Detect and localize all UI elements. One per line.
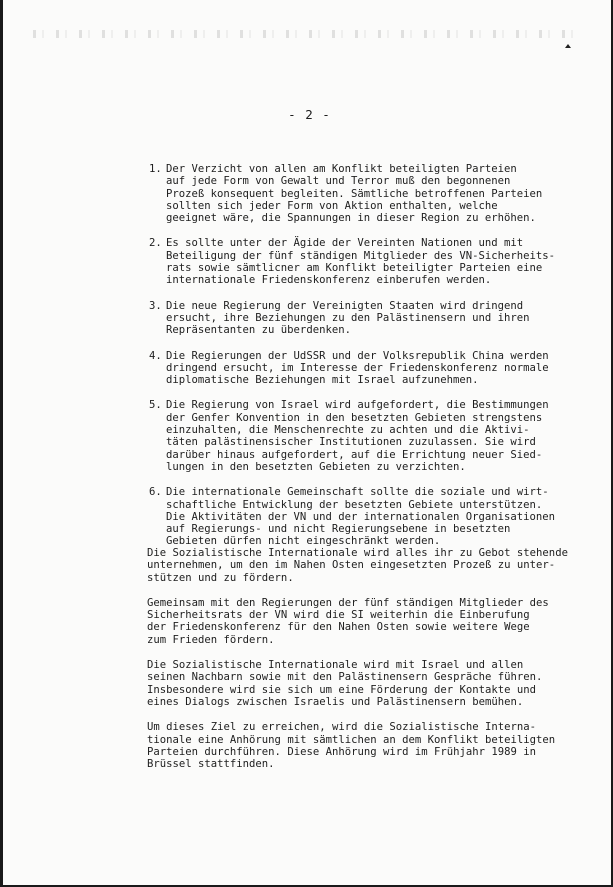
- item-line: Gebieten dürfen nicht eingeschränkt werden.: [166, 535, 441, 548]
- item-line: Die Regierung von Israel wird aufgefordert, die Bestimmungen: [166, 399, 549, 412]
- item-line: Die Aktivitäten der VN und der internationalen Organisationen: [166, 510, 556, 523]
- item-line: einzuhalten, die Menschenrechte zu achten und die Aktivi-: [166, 424, 530, 437]
- item-line: rats sowie sämtlicner am Konflikt beteiligter Parteien eine: [166, 262, 543, 275]
- item-line: internationale Friedenskonferenz einberufen werden.: [166, 274, 492, 287]
- item-line: dringend ersucht, im Interesse der Friedenskonferenz normale: [166, 361, 549, 374]
- item-line: Die Regierungen der UdSSR und der Volksrepublik China werden: [166, 349, 549, 362]
- numbered-item: [149, 237, 556, 287]
- paragraph-line: zum Frieden fördern.: [147, 633, 275, 646]
- item-number: 3.: [149, 299, 162, 312]
- item-line: Prozeß konsequent begleiten. Sämtliche betroffenen Parteien: [166, 187, 543, 200]
- paragraph-line: eines Dialogs zwischen Israelis und Palästinensern bemühen.: [147, 695, 524, 708]
- body-paragraph: [147, 597, 547, 646]
- paragraph-line: Die Sozialistische Internationale wird alles ihr zu Gebot stehende: [147, 547, 568, 559]
- numbered-item: [149, 486, 556, 548]
- item-line: Die neue Regierung der Vereinigten Staaten wird dringend: [166, 299, 524, 312]
- document-body: [149, 163, 556, 561]
- document-paragraphs: [147, 547, 568, 783]
- body-paragraph: [147, 547, 568, 584]
- corner-mark-icon: [565, 44, 571, 48]
- paragraph-line: Brüssel stattfinden.: [147, 758, 275, 771]
- paragraph-line: seinen Nachbarn sowie mit den Palästinensern Gespräche führen.: [147, 671, 543, 684]
- paragraph-line: tionale eine Anhörung mit sämtlichen an dem Konflikt beteiligten: [147, 733, 556, 746]
- scan-header-noise: [33, 30, 573, 38]
- item-line: Es sollte unter der Ägide der Vereinten Nationen und mit: [166, 237, 524, 250]
- item-line: diplomatische Beziehungen mit Israel aufzunehmen.: [166, 374, 479, 387]
- item-number: 4.: [149, 349, 162, 362]
- item-number: 5.: [149, 399, 162, 412]
- paragraph-line: der Friedenskonferenz für den Nahen Osten sowie weitere Wege: [147, 621, 530, 634]
- item-line: der Genfer Konvention in den besetzten Gebieten strengstens: [166, 411, 543, 424]
- numbered-item: [149, 163, 541, 224]
- paragraph-line: Sicherheitsrats der VN wird die SI weiterhin die Einberufung: [147, 609, 530, 622]
- item-line: geeignet wäre, die Spannungen in dieser Region zu erhöhen.: [166, 212, 536, 225]
- item-line: Repräsentanten zu überdenken.: [166, 324, 351, 337]
- item-line: täten palästinensischer Institutionen zuzulassen. Sie wird: [166, 436, 536, 449]
- paragraph-line: Insbesondere wird sie sich um eine Förderung der Kontakte und: [147, 683, 537, 696]
- page-number: - 2 -: [288, 107, 331, 122]
- body-paragraph: [147, 659, 547, 708]
- item-line: auf jede Form von Gewalt und Terror muß den begonnenen: [166, 175, 511, 188]
- numbered-item: [149, 300, 541, 337]
- paragraph-line: stützen und zu fördern.: [147, 571, 294, 584]
- item-line: sollten sich jeder Form von Aktion enthalten, welche: [166, 199, 498, 212]
- paragraph-line: Gemeinsam mit den Regierungen der fünf ständigen Mitglieder des: [147, 596, 549, 609]
- item-number: 2.: [149, 237, 162, 250]
- item-line: Beteiligung der fünf ständigen Mitglieder des VN-Sicherheits-: [166, 249, 556, 262]
- paragraph-line: Die Sozialistische Internationale wird mit Israel und allen: [147, 659, 524, 672]
- body-paragraph: [147, 721, 556, 771]
- item-line: Die internationale Gemeinschaft sollte die soziale und wirt-: [166, 486, 549, 499]
- paragraph-line: Parteien durchführen. Diese Anhörung wird im Frühjahr 1989 in: [147, 745, 537, 758]
- item-line: darüber hinaus aufgefordert, auf die Errichtung neuer Sied-: [166, 448, 543, 461]
- item-line: ersucht, ihre Beziehungen zu den Palästinensern und ihren: [166, 311, 530, 324]
- paragraph-line: Um dieses Ziel zu erreichen, wird die Sozialistische Interna-: [147, 721, 537, 734]
- item-number: 6.: [149, 486, 162, 499]
- paragraph-line: unternehmen, um den im Nahen Osten eingesetzten Prozeß zu unter-: [147, 559, 556, 572]
- item-number: 1.: [149, 163, 162, 175]
- item-line: Der Verzicht von allen am Konflikt beteiligten Parteien: [166, 163, 517, 175]
- item-line: schaftliche Entwicklung der besetzten Gebiete unterstützen.: [166, 498, 543, 511]
- item-line: auf Regierungs- und nicht Regierungsebene in besetzten: [166, 523, 511, 536]
- numbered-item: [149, 349, 549, 387]
- item-line: lungen in den besetzten Gebieten zu verzichten.: [166, 460, 466, 473]
- numbered-item: [149, 399, 549, 473]
